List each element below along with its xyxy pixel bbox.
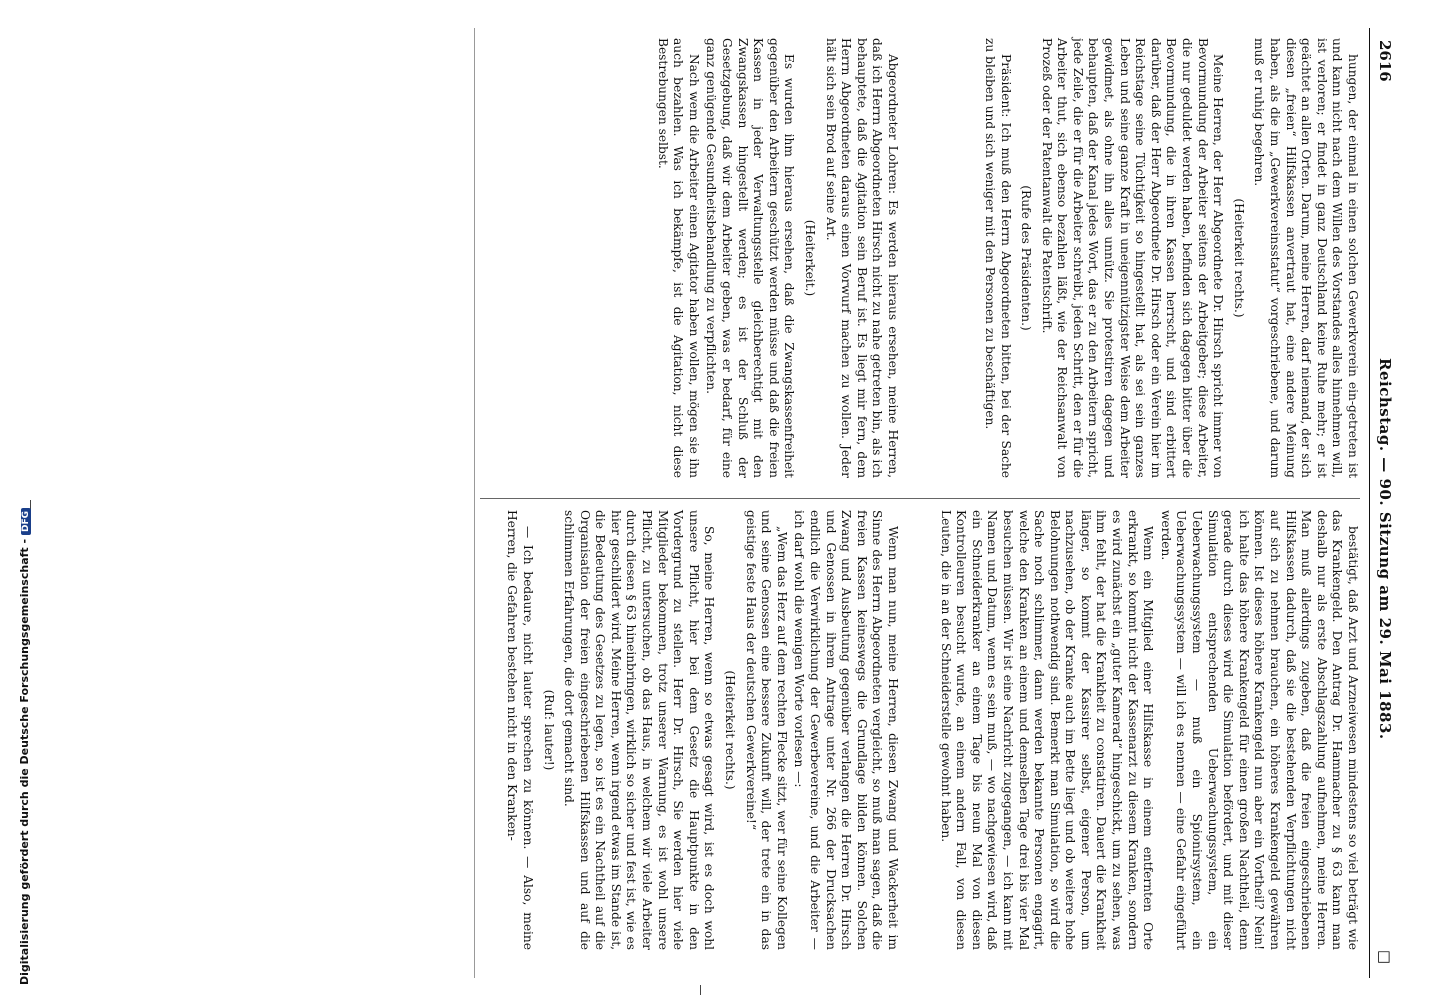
left-column (920, 38, 1360, 478)
page-title: Reichstag. — 90. Sitzung am 29. Mai 1883. (1376, 358, 1394, 740)
credit-text: Digitalisierung gefördert durch die Deutsche Forschungsgemeinschaft - (18, 538, 31, 985)
right-column-lower (480, 510, 900, 950)
page-number: 2616 (1376, 40, 1394, 82)
paragraph: So, meine Herren, wenn so etwas gesagt wird, ist es doch wohl unsere Pflicht, hier bei dem Gesetz die Hauptpunkte in den Vordergrund zu stellen. Herr Dr. Hirsch, Sie werden hier viele Mitglieder bekommen, trotz unserer Warnung, es ist wohl unsere Pflicht, zu untersuchen, ob das Haus, in welchem wir viele Arbeiter durch diesen § 63 hineinbringen, wirklich so sicher und fest ist, wie es hier geschildert wird. Meine Herren, wenn irgend etwas im Stande ist, die Bedeutung des Gesetzes zu legen, so ist es ein Nachtheil auf die Organisation der freien eingeschriebenen Hilfskassen und auf die schlimmen Erfahrungen, die dort gemacht sind. (562, 510, 717, 950)
paragraph: Präsident: Ich muß den Herrn Abgeordneten bitten, bei der Sache zu bleiben und sich weniger mit den Personen zu beschäftigen. (982, 38, 1013, 478)
paragraph: Wenn man nun, meine Herren, diesen Zwang und Wackerheit im Sinne des Herrn Abgeordneten vergleicht, so muß man sagen, daß die freien Kassen keineswegs die Grundlage bilden können. Solchen Zwang und Ausbeutung gegenüber verlangen die Herren Dr. Hirsch und Genossen in ihrem Antrage unter Nr. 266 der Drucksachen endlich die Verwirklichung der Gewerbevereine, und die Arbeiter — ich darf wohl die wenigen Worte vorlesen —: (792, 510, 900, 950)
paragraph: Abgeordneter Lohren: Es werden hieraus ersehen, meine Herren, daß ich Herrn Abgeordneten Hirsch nicht zu nahe getreten bin, als ich behauptete, daß die Agitation sein Beruf ist. Es liegt mir fern, dem Herrn Abgeordneten daraus einen Vorwurf machen zu wollen. Jeder hält sich sein Brod auf seine Art. (823, 38, 900, 478)
quote: „Wem das Herz auf dem rechten Flecke sitzt, wer für seine Kollegen und seine Genossen eine bessere Zukunft will, der trete ein in das geistige feste Haus der deutschen Gewerkvereine!“ (743, 510, 789, 950)
interjection: (Ruf: lauter!) (541, 689, 556, 771)
left-column-lower (480, 38, 900, 478)
rotated-document-sheet (100, 28, 1400, 978)
column-divider (480, 498, 1360, 499)
paragraph: Nach wem die Arbeiter einen Agitator haben wollen, mögen sie ihn auch bezahlen. Was ich bekämpfe, ist die Agitation, nicht diese Bestrebungen selbst. (655, 38, 701, 478)
right-column (920, 510, 1360, 950)
paragraph: Meine Herren, der Herr Abgeordnete Dr. Hirsch spricht immer von Bevormundung der Arbeiter seitens der Arbeitgeber; diese Arbeiter, die nur geduldet werden haben, befinden sich dagegen bitter über die Bevormundung, die in ihren Kassen herrscht, und sind erbittert darüber, daß der Herr Abgeordnete Dr. Hirsch oder ein Verein hier im Reichstage seine Tüchtigkeit so hingestellt hat, als sei sein ganzes Leben und seine ganze Kraft in uneigennützigster Weise dem Arbeiter gewidmet, als ohne ihn alles unnütz. Sie protestiren dagegen und behaupten, daß der Kanal jedes Wort, das er zu den Arbeitern spricht, jede Zeile, die er für die Arbeiter schreibt, jeden Schritt, den er für die Arbeiter thut, sich ebenso bezahlen läßt, wie der Reichsanwalt von Prozeß oder der Patentanwalt die Patentschrift. (1039, 38, 1226, 478)
paragraph: hungen, der einmal in einen solchen Gewerkverein ein-getreten ist und kann nicht nach dem Willen des Vorstandes alles hinnehmen will, ist verloren; er findet in ganz Deutschland keine Ruhe mehr; er ist geächtet an allen Orten. Darum, meine Herren, darf niemand, der sich diesen „freien“ Hilfskassen anvertraut hat, eine andere Meinung haben, als die im „Gewerkvereinsstatut“ vorgeschriebene, und darum muß er ruhig begehren. (1252, 38, 1360, 478)
interjection: (Heiterkeit.) (803, 219, 818, 297)
paragraph: bestätigt, daß Arzt und Arzneiwesen mindestens so viel beträgt wie das Krankengeld. Den Antrag Dr. Hammacher zu § 63 kann man deshalb nur als erste Abschlagszahlung aufnehmen, meine Herren. Man muß allerdings zugeben, daß die freien eingeschriebenen Hilfskassen dadurch, daß sie die bestehenden Verpflichtungen nicht auf sich zu nehmen brauchen, ein höheres Krankengeld gewähren können. Ist dieses höhere Krankengeld nun aber ein Vortheil? Nein! ich halte das höhere Krankengeld für einen großen Nachtheil, denn gerade durch dieses wird die Simulation befördert, und mit dieser Simulation entsprechenden Ueberwachungssystem, ein Ueberwachungssystem — muß ein Spionirsystem, ein Ueberwachungssystem — will ich es nennen — eine Gefahr eingeführt werden. (1158, 510, 1360, 950)
interjection: (Heiterkeit rechts.) (723, 670, 738, 790)
header-marker: □ (1376, 949, 1394, 964)
dfg-logo: DFG (21, 508, 31, 535)
digitization-credit (18, 508, 31, 985)
paragraph: — Ich bedaure, nicht lauter sprechen zu können. — Also, meine Herren, die Gefahren bestehen nicht in den Kranken- (505, 510, 535, 950)
paragraph: Es wurden ihm hieraus ersehen, daß die Zwangskassenfreiheit gegenüber den Arbeitern geschützt werden müsse und daß die freien Kassen in jeder Verwaltungsstelle gleichberechtigt mit den Zwangskassen hingestellt werden; es ist der Schluß der Gesetzgebung, daß wir dem Arbeiter geben, was er bedarf, für eine ganz genügende Gesundheitsbehandlung zu verpflichten. (704, 38, 797, 478)
paragraph: Wenn ein Mitglied einer Hilfskasse in einem entfernten Orte erkrankt, so kommt nicht der Kassenarzt zu diesem Kranken, sondern es wird zunächst ein „guter Kamerad“ hingeschickt, um zu sehen, was ihm fehlt, der hat die Krankheit zu constatiren. Dauert die Krankheit länger, so kommt der Kassirer selbst, eigener Person, um nachzusehen, ob der Kranke auch im Bette liegt und ob weitere hohe Belohnungen nothwendig sind. Bemerkt man Simulation, so wird die Sache noch schlimmer, dann werden bekannte Personen engagirt, welche den Kranken an einem und demselben Tage drei bis vier Mal besuchen müssen. Wir ist eine Nachricht zugegangen, — ich kann mit Namen und Datum, wenn es sein muß, — wo nachgewiesen wird, daß ein Schneiderkranker an einem Tage bis neun Mal von diesen Kontrolleuren besucht wurde, an einem andern Fall, von diesen Leuten, die in an der Schneiderstelle gewohnt haben. (938, 510, 1156, 950)
interjection: (Heiterkeit rechts.) (1231, 198, 1246, 318)
interjection: (Rufe des Präsidenten.) (1019, 185, 1034, 331)
page-header (1369, 28, 1400, 978)
bottom-rule (474, 28, 475, 978)
scan-mark (700, 985, 701, 995)
